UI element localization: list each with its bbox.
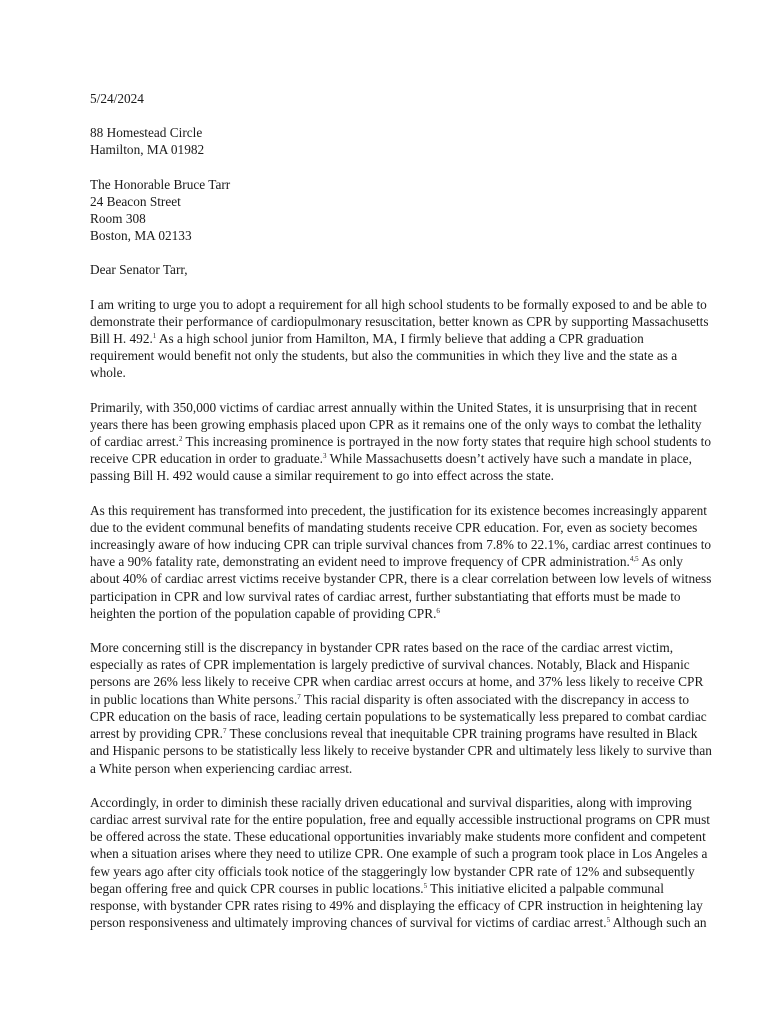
recipient-city: Boston, MA 02133: [90, 228, 192, 244]
letter-page: [90, 90, 712, 931]
paragraph-line: [90, 347, 682, 364]
paragraph-line: [90, 502, 707, 519]
body-paragraph: [90, 502, 712, 622]
text-run: Although such an: [610, 915, 707, 931]
text-run: This initiative elicited a palpable communal: [427, 880, 664, 896]
text-run: in public locations than White persons.: [90, 691, 298, 707]
paragraph-line: [90, 742, 712, 759]
spacer: [90, 279, 682, 296]
text-run: As a high school junior from Hamilton, MA, I firmly believe that adding a CPR graduation: [156, 331, 644, 347]
text-run: As only: [638, 554, 683, 570]
paragraph-line: [90, 450, 692, 467]
paragraph-line: [90, 880, 682, 897]
paragraph-line: [90, 673, 704, 690]
text-run: heighten the portion of the population capable of providing CPR.: [90, 605, 437, 621]
text-run: when a situation arises where they need to utilize CPR. One example of such a program took place in Los Angeles a: [90, 846, 708, 862]
paragraph-line: [90, 536, 712, 553]
citation-superscript: 5: [423, 881, 428, 890]
text-run: be offered across the state. These educational opportunities invariably make students more confident and competent: [90, 829, 706, 845]
text-run: More concerning still is the discrepancy in bystander CPR rates based on the race of the cardiac arrest victim,: [90, 640, 674, 656]
citation-superscript: 1: [152, 332, 157, 341]
paragraph-line: [90, 588, 682, 605]
body-paragraph: [90, 399, 712, 485]
text-run: demonstrate their performance of cardiopulmonary resuscitation, better known as CPR by supporting Massachusetts: [90, 313, 709, 329]
paragraph-line: [90, 570, 712, 587]
paragraph-line: [90, 313, 709, 330]
paragraph-line: [90, 760, 682, 777]
text-run: persons are 26% less likely to receive CPR when cardiac arrest occurs at home, and 37% less likely to receive CPR: [90, 674, 704, 690]
text-run: This increasing prominence is portrayed in the now forty states that require high school students to: [182, 434, 712, 450]
paragraph-line: [90, 863, 695, 880]
citation-superscript: 7: [222, 727, 227, 736]
paragraph-line: [90, 553, 682, 570]
text-run: While Massachusetts doesn’t actively have such a mandate in place,: [326, 451, 692, 467]
paragraph-line: [90, 399, 697, 416]
paragraph-line: [90, 605, 682, 622]
spacer: [90, 107, 682, 124]
letter-body: [90, 296, 712, 932]
paragraph-line: [90, 828, 706, 845]
sender-street: 88 Homestead Circle: [90, 125, 203, 141]
recipient-name: The Honorable Bruce Tarr: [90, 176, 231, 192]
paragraph-line: [90, 330, 682, 347]
text-run: especially as rates of CPR implementation is largely predictive of survival chances. Notably, Black and Hispanic: [90, 657, 690, 673]
paragraph-line: [90, 467, 682, 484]
text-run: and Hispanic persons to be statistically less likely to receive bystander CPR and ultimately less likely to survive than: [90, 743, 712, 759]
paragraph-line: [90, 725, 698, 742]
spacer: [90, 244, 682, 261]
text-run: whole.: [90, 365, 126, 381]
text-run: increasingly aware of how inducing CPR can triple survival chances from 7.8% to 22.1%, cardiac arrest continues to: [90, 537, 712, 553]
text-run: participation in CPR and low survival rates of cardiac arrest, further substantiating that efforts must be made to: [90, 588, 681, 604]
paragraph-line: [90, 845, 708, 862]
salutation: Dear Senator Tarr,: [90, 262, 188, 278]
text-run: person responsiveness and ultimately improving chances of survival for victims of cardiac arrest.: [90, 915, 607, 931]
spacer: [90, 159, 682, 176]
text-run: response, with bystander CPR rates rising to 49% and displaying the efficacy of CPR instruction in heightening lay: [90, 897, 703, 913]
paragraph-line: [90, 433, 712, 450]
text-run: This racial disparity is often associated with the discrepancy in access to: [300, 691, 689, 707]
text-run: arrest by providing CPR.: [90, 726, 223, 742]
paragraph-line: [90, 811, 710, 828]
text-run: requirement would benefit not only the students, but also the communities in which they live and the state as a: [90, 348, 678, 364]
text-run: of cardiac arrest.: [90, 434, 179, 450]
spacer: [90, 777, 682, 794]
text-run: cardiac arrest survival rate for the entire population, free and equally accessible instructional programs on CPR must: [90, 811, 710, 827]
citation-superscript: 7: [297, 692, 301, 701]
paragraph-line: [90, 639, 682, 656]
body-paragraph: [90, 296, 709, 382]
text-run: Bill H. 492.: [90, 331, 153, 347]
text-run: about 40% of cardiac arrest victims receive bystander CPR, there is a clear correlation between low levels of witness: [90, 571, 712, 587]
text-run: As this requirement has transformed into precedent, the justification for its existence becomes increasingly apparent: [90, 502, 707, 518]
paragraph-line: [90, 691, 689, 708]
recipient-address: [90, 176, 682, 245]
paragraph-line: [90, 897, 703, 914]
letter-date: 5/24/2024: [90, 91, 144, 106]
recipient-room: Room 308: [90, 211, 146, 227]
citation-superscript: 6: [436, 606, 440, 615]
text-run: passing Bill H. 492 would cause a similar requirement to go into effect across the state.: [90, 468, 554, 484]
spacer: [90, 382, 682, 399]
spacer: [90, 485, 682, 502]
sender-address: [90, 124, 682, 158]
paragraph-line: [90, 416, 702, 433]
paragraph-line: [90, 364, 682, 381]
text-run: I am writing to urge you to adopt a requirement for all high school students to be formally exposed to and be able to: [90, 296, 707, 312]
paragraph-line: [90, 656, 690, 673]
recipient-street: 24 Beacon Street: [90, 193, 181, 209]
body-paragraph: [90, 639, 712, 777]
text-run: years there has been growing emphasis placed upon CPR as it remains one of the only ways to combat the lethality: [90, 416, 702, 432]
citation-superscript: 5: [606, 916, 611, 925]
sender-city: Hamilton, MA 01982: [90, 142, 205, 158]
text-run: due to the evident communal benefits of mandating students receive CPR education. For, even as society becomes: [90, 519, 698, 535]
paragraph-line: [90, 296, 707, 313]
text-run: Accordingly, in order to diminish these racially driven educational and survival disparities, along with improving: [90, 794, 692, 810]
spacer: [90, 622, 682, 639]
paragraph-line: [90, 914, 707, 931]
paragraph-line: [90, 794, 692, 811]
text-run: These conclusions reveal that inequitable CPR training programs have resulted in Black: [226, 726, 698, 742]
citation-superscript: 4,5: [629, 555, 639, 564]
text-run: Primarily, with 350,000 victims of cardiac arrest annually within the United States, it is unsurprising that in recent: [90, 399, 697, 415]
citation-superscript: 2: [178, 435, 183, 444]
text-run: began offering free and quick CPR courses in public locations.: [90, 880, 424, 896]
text-run: receive CPR education in order to graduate.: [90, 451, 323, 467]
paragraph-line: [90, 519, 698, 536]
paragraph-line: [90, 708, 707, 725]
text-run: have a 90% fatality rate, demonstrating an evident need to improve frequency of CPR administration.: [90, 554, 630, 570]
text-run: CPR education on the basis of race, leading certain populations to be systematically less prepared to combat cardiac: [90, 708, 707, 724]
text-run: few years ago after city officials took notice of the staggeringly low bystander CPR rate of 12% and subsequently: [90, 863, 695, 879]
body-paragraph: [90, 794, 710, 932]
text-run: a White person when experiencing cardiac arrest.: [90, 760, 353, 776]
citation-superscript: 3: [322, 452, 327, 461]
